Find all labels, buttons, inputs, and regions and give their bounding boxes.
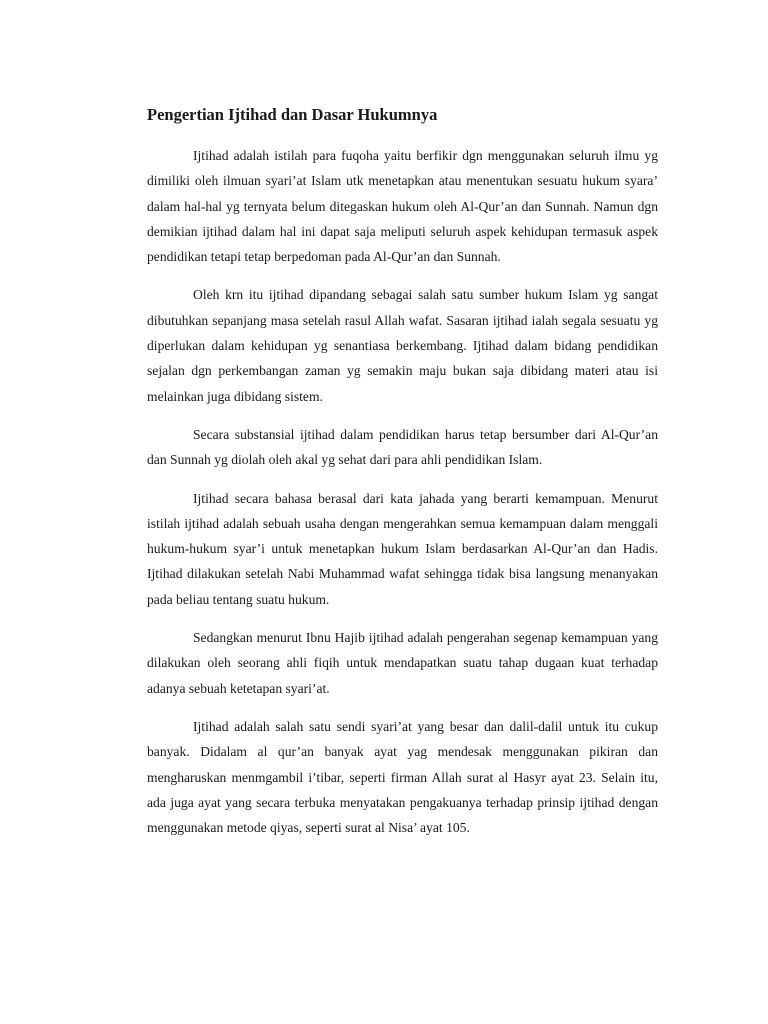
paragraph-2: Oleh krn itu ijtihad dipandang sebagai salah satu sumber hukum Islam yg sangat dibutuhkan sepanjang masa setelah rasul Allah wafat. Sasaran ijtihad ialah segala sesuatu yg diperlukan dalam kehidupan yg senantiasa berkembang. Ijtihad dalam bidang pendidikan sejalan dgn perkembangan zaman yg semakin maju bukan saja dibidang materi atau isi melainkan juga dibidang sistem.	[147, 287, 658, 404]
paragraph-5: Sedangkan menurut Ibnu Hajib ijtihad adalah pengerahan segenap kemampuan yang dilakukan oleh seorang ahli fiqih untuk mendapatkan suatu tahap dugaan kuat terhadap adanya sebuah ketetapan syari’at.	[147, 630, 658, 696]
document-title: Pengertian Ijtihad dan Dasar Hukumnya	[147, 105, 438, 124]
document-body	[147, 104, 658, 853]
paragraph-1: Ijtihad adalah istilah para fuqoha yaitu berfikir dgn menggunakan seluruh ilmu yg dimiliki oleh ilmuan syari’at Islam utk menetapkan atau menentukan sesuatu hukum syara’ dalam hal-hal yg ternyata belum ditegaskan hukum oleh Al-Qur’an dan Sunnah. Namun dgn demikian ijtihad dalam hal ini dapat saja meliputi seluruh aspek kehidupan termasuk aspek pendidikan tetapi tetap berpedoman pada Al-Qur’an dan Sunnah.	[147, 148, 658, 265]
paragraph-3: Secara substansial ijtihad dalam pendidikan harus tetap bersumber dari Al-Qur’an dan Sunnah yg diolah oleh akal yg sehat dari para ahli pendidikan Islam.	[147, 426, 658, 468]
paragraph-6: Ijtihad adalah salah satu sendi syari’at yang besar dan dalil-dalil untuk itu cukup banyak. Didalam al qur’an banyak ayat yag mendesak menggunakan pikiran dan mengharuskan menmgambil i’tibar, seperti firman Allah surat al Hasyr ayat 23. Selain itu, ada juga ayat yang secara terbuka menyatakan pengakuanya terhadap prinsip ijtihad dengan menggunakan metode qiyas, seperti surat al Nisa’ ayat 105.	[147, 718, 658, 836]
paragraph-4: Ijtihad secara bahasa berasal dari kata jahada yang berarti kemampuan. Menurut istilah ijtihad adalah sebuah usaha dengan mengerahkan semua kemampuan dalam menggali hukum-hukum syar’i untuk menetapkan hukum Islam berdasarkan Al-Qur’an dan Hadis. Ijtihad dilakukan setelah Nabi Muhammad wafat sehingga tidak bisa langsung menanyakan pada beliau tentang suatu hukum.	[147, 490, 658, 607]
